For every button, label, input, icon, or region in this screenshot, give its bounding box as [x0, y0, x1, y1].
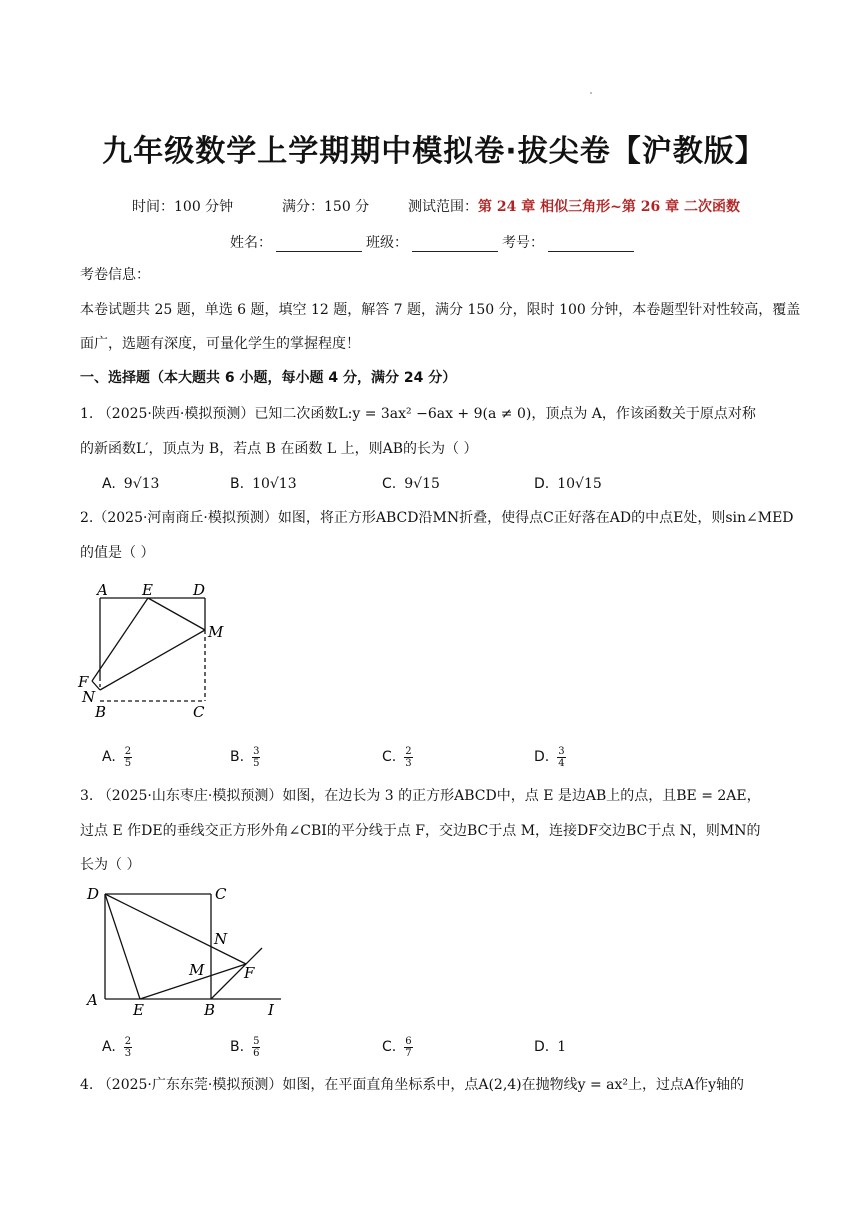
q1-option-a[interactable]: A. 9√13 [102, 476, 160, 492]
q3-line-2: 过点 E 作DE的垂线交正方形外角∠CBI的平分线于点 F，交边BC于点 M，连接DF交边BC于点 N，则MN的 [80, 823, 761, 839]
q2-label-m: M [208, 623, 224, 641]
q2-figure [75, 578, 235, 723]
page-title: 九年级数学上学期期中模拟卷·拔尖卷【沪教版】 [102, 134, 766, 169]
q3-label-f: F [244, 964, 255, 982]
q1-option-d[interactable]: D. 10√15 [534, 476, 602, 492]
q2-option-a[interactable]: A. $\frac{2}{5}$ [102, 745, 132, 769]
info-heading: 考卷信息： [80, 267, 150, 283]
q2-option-c[interactable]: C. $\frac{2}{3}$ [382, 745, 412, 769]
q2-label-f: F [78, 673, 89, 691]
q2-option-d[interactable]: D. $\frac{3}{4}$ [534, 745, 565, 769]
q3-line-df [105, 894, 246, 964]
q3-label-b: B [204, 1001, 216, 1019]
q4-line-1: 4. （2025·广东东莞·模拟预测）如图，在平面直角坐标系中，点A(2,4)在抛物线y = ax²上，过点A作y轴的 [80, 1077, 745, 1093]
test-scope-value: 第 24 章 相似三角形~第 26 章 二次函数 [478, 199, 740, 215]
q2-label-d: D [193, 581, 206, 599]
q3-label-d: D [87, 885, 100, 903]
q1-line-2: 的新函数L′，顶点为 B，若点 B 在函数 L 上，则AB的长为（ ） [80, 441, 478, 457]
class-label: 班级： [366, 235, 408, 251]
q3-option-a[interactable]: A. $\frac{2}{3}$ [102, 1035, 132, 1059]
q3-label-m: M [189, 961, 205, 979]
full-score: 满分：150 分 [282, 199, 370, 215]
q3-option-d[interactable]: D. 1 [534, 1039, 567, 1055]
q2-line-mn [100, 630, 205, 690]
q3-line-1: 3. （2025·山东枣庄·模拟预测）如图，在边长为 3 的正方形ABCD中，点 E 是边AB上的点，且BE = 2AE， [80, 788, 761, 804]
time-limit: 时间：100 分钟 [132, 199, 234, 215]
test-scope-label: 测试范围： [408, 199, 478, 215]
q3-label-c: C [215, 885, 227, 903]
section-heading-choice: 一、选择题（本大题共 6 小题，每小题 4 分，满分 24 分） [80, 370, 457, 386]
q3-label-n: N [214, 930, 228, 948]
q3-label-e: E [133, 1001, 144, 1019]
q3-label-a: A [87, 991, 98, 1009]
q2-line-2: 的值是（ ） [80, 545, 155, 561]
student-fields [230, 232, 638, 252]
q3-option-b[interactable]: B. $\frac{5}{6}$ [230, 1035, 260, 1059]
q2-label-e: E [142, 581, 153, 599]
q1-option-c[interactable]: C. 9√15 [382, 476, 440, 492]
q2-label-a: A [97, 581, 108, 599]
q2-line-1: 2.（2025·河南商丘·模拟预测）如图，将正方形ABCD沿MN折叠，使得点C正好落在AD的中点E处，则sin∠MED [80, 510, 794, 526]
name-label: 姓名： [230, 235, 272, 251]
name-blank[interactable] [276, 237, 362, 252]
q2-line-em [148, 598, 205, 630]
q2-label-c: C [193, 703, 205, 721]
test-scope [408, 196, 740, 216]
id-blank[interactable] [548, 237, 634, 252]
info-line-1: 本卷试题共 25 题，单选 6 题，填空 12 题，解答 7 题，满分 150 分，限时 100 分钟，本卷题型针对性较高，覆盖 [80, 302, 801, 318]
q2-option-b[interactable]: B. $\frac{3}{5}$ [230, 745, 260, 769]
q1-option-b[interactable]: B. 10√13 [230, 476, 297, 492]
q3-line-de [105, 894, 140, 999]
q3-line-3: 长为（ ） [80, 857, 141, 873]
q1-line-1: 1. （2025·陕西·模拟预测）已知二次函数L:y = 3ax² −6ax + 9(a ≠ 0)，顶点为 A，作该函数关于原点对称 [80, 406, 756, 422]
q2-label-n: N [82, 688, 96, 706]
q3-label-i: I [268, 1001, 274, 1019]
q3-figure [82, 882, 292, 1020]
q2-label-b: B [95, 703, 107, 721]
scan-speck [590, 92, 592, 94]
q3-option-c[interactable]: C. $\frac{6}{7}$ [382, 1035, 412, 1059]
class-blank[interactable] [412, 237, 498, 252]
info-line-2: 面广，选题有深度，可量化学生的掌握程度！ [80, 336, 360, 352]
id-label: 考号： [502, 235, 544, 251]
